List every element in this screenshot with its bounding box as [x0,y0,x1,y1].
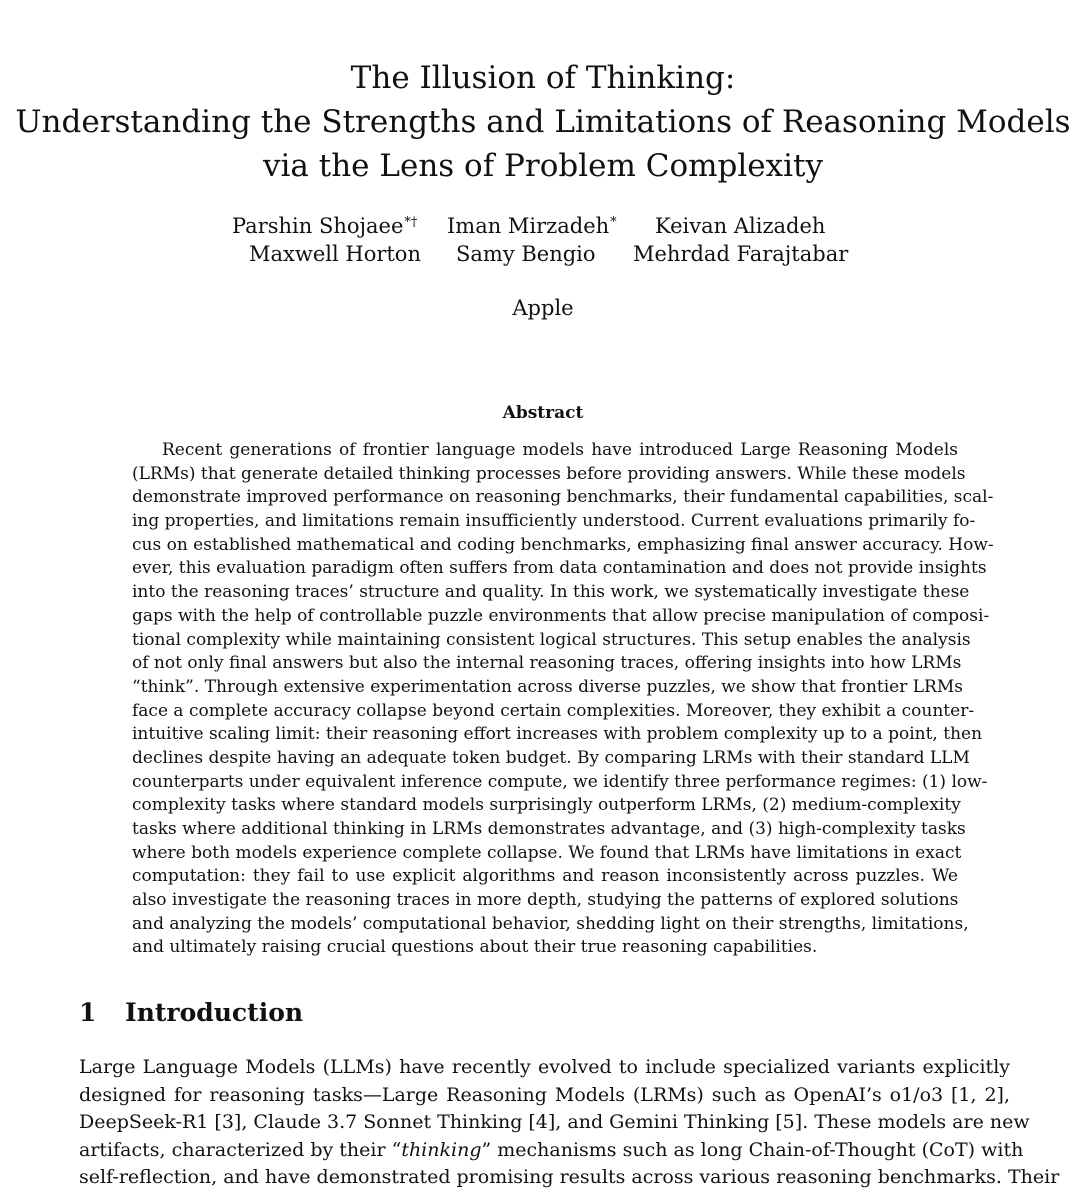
abstract-line: “think”. Through extensive experimentation across diverse puzzles, we show that frontier LRMs [132,676,963,697]
author-name: Keivan Alizadeh [655,214,826,238]
abstract-line: ing properties, and limitations remain insufficiently understood. Current evaluations primarily fo- [132,511,976,532]
introduction-text [79,1054,1060,1192]
abstract-line: and analyzing the models’ computational behavior, shedding light on their strengths, limitations, [132,913,969,934]
abstract-line: face a complete accuracy collapse beyond certain complexities. Moreover, they exhibit a counter- [132,700,975,721]
author-footnote-marks: *† [404,215,418,230]
intro-line: Large Language Models (LLMs) have recently evolved to include specialized variants explicitly [79,1056,1010,1078]
abstract-line: cus on established mathematical and coding benchmarks, emphasizing final answer accuracy. How- [132,534,994,555]
abstract-line: ever, this evaluation paradigm often suffers from data contamination and does not provide insights [132,558,987,579]
abstract-line: and ultimately raising crucial questions about their true reasoning capabilities. [132,937,818,958]
abstract-line: declines despite having an adequate token budget. By comparing LRMs with their standard LLM [132,747,970,768]
intro-line: artifacts, characterized by their “thinking” mechanisms such as long Chain-of-Thought (CoT) with [79,1138,1024,1161]
abstract-line: where both models experience complete collapse. We found that LRMs have limitations in exact [132,842,962,863]
abstract-line: intuitive scaling limit: their reasoning effort increases with problem complexity up to a point, then [132,724,983,745]
author-name: Mehrdad Farajtabar [633,242,849,266]
title-line-2: Understanding the Strengths and Limitations of Reasoning Models [15,104,1071,140]
abstract-line: gaps with the help of controllable puzzle environments that allow precise manipulation of composi- [132,605,990,626]
emphasis-thinking: thinking [401,1138,482,1161]
intro-line: designed for reasoning tasks—Large Reasoning Models (LRMs) such as OpenAI’s o1/o3 [1, 2], [79,1083,1010,1106]
abstract-line: Recent generations of frontier language models have introduced Large Reasoning Models [162,440,958,460]
title-line-3: via the Lens of Problem Complexity [263,148,823,184]
section-title: Introduction [125,998,304,1027]
abstract-line: counterparts under equivalent inference compute, we identify three performance regimes: (1) low- [132,771,988,792]
abstract-line: complexity tasks where standard models surprisingly outperform LRMs, (2) medium-complexity [132,795,961,816]
abstract-line: tional complexity while maintaining consistent logical structures. This setup enables the analysis [132,629,971,650]
section-number: 1 [79,998,97,1027]
intro-line: DeepSeek-R1 [3], Claude 3.7 Sonnet Thinking [4], and Gemini Thinking [5]. These models are new [79,1111,1030,1133]
abstract-heading: Abstract [502,403,584,423]
section-heading [79,998,303,1027]
abstract-line: into the reasoning traces’ structure and quality. In this work, we systematically investigate these [132,582,970,603]
author-name: Iman Mirzadeh* [447,214,617,238]
abstract-line: also investigate the reasoning traces in more depth, studying the patterns of explored solutions [132,890,959,911]
abstract-line: (LRMs) that generate detailed thinking processes before providing answers. While these models [132,463,966,484]
abstract-line: demonstrate improved performance on reasoning benchmarks, their fundamental capabilities, scal- [132,487,994,508]
abstract-line: computation: they fail to use explicit algorithms and reason inconsistently across puzzles. We [132,866,958,887]
abstract-text [132,439,994,960]
abstract-line: of not only final answers but also the internal reasoning traces, offering insights into how LRMs [132,653,962,674]
affiliation: Apple [512,296,574,320]
abstract-line: tasks where additional thinking in LRMs demonstrates advantage, and (3) high-complexity tasks [132,819,966,839]
author-name: Parshin Shojaee*† [232,214,418,238]
intro-line: self-reflection, and have demonstrated promising results across various reasoning benchmarks. Their [79,1166,1060,1188]
paper-title [0,56,1086,188]
author-name: Samy Bengio [456,242,596,266]
author-name: Maxwell Horton [249,242,421,266]
author-footnote-marks: * [610,215,617,230]
title-line-1: The Illusion of Thinking: [350,60,736,96]
